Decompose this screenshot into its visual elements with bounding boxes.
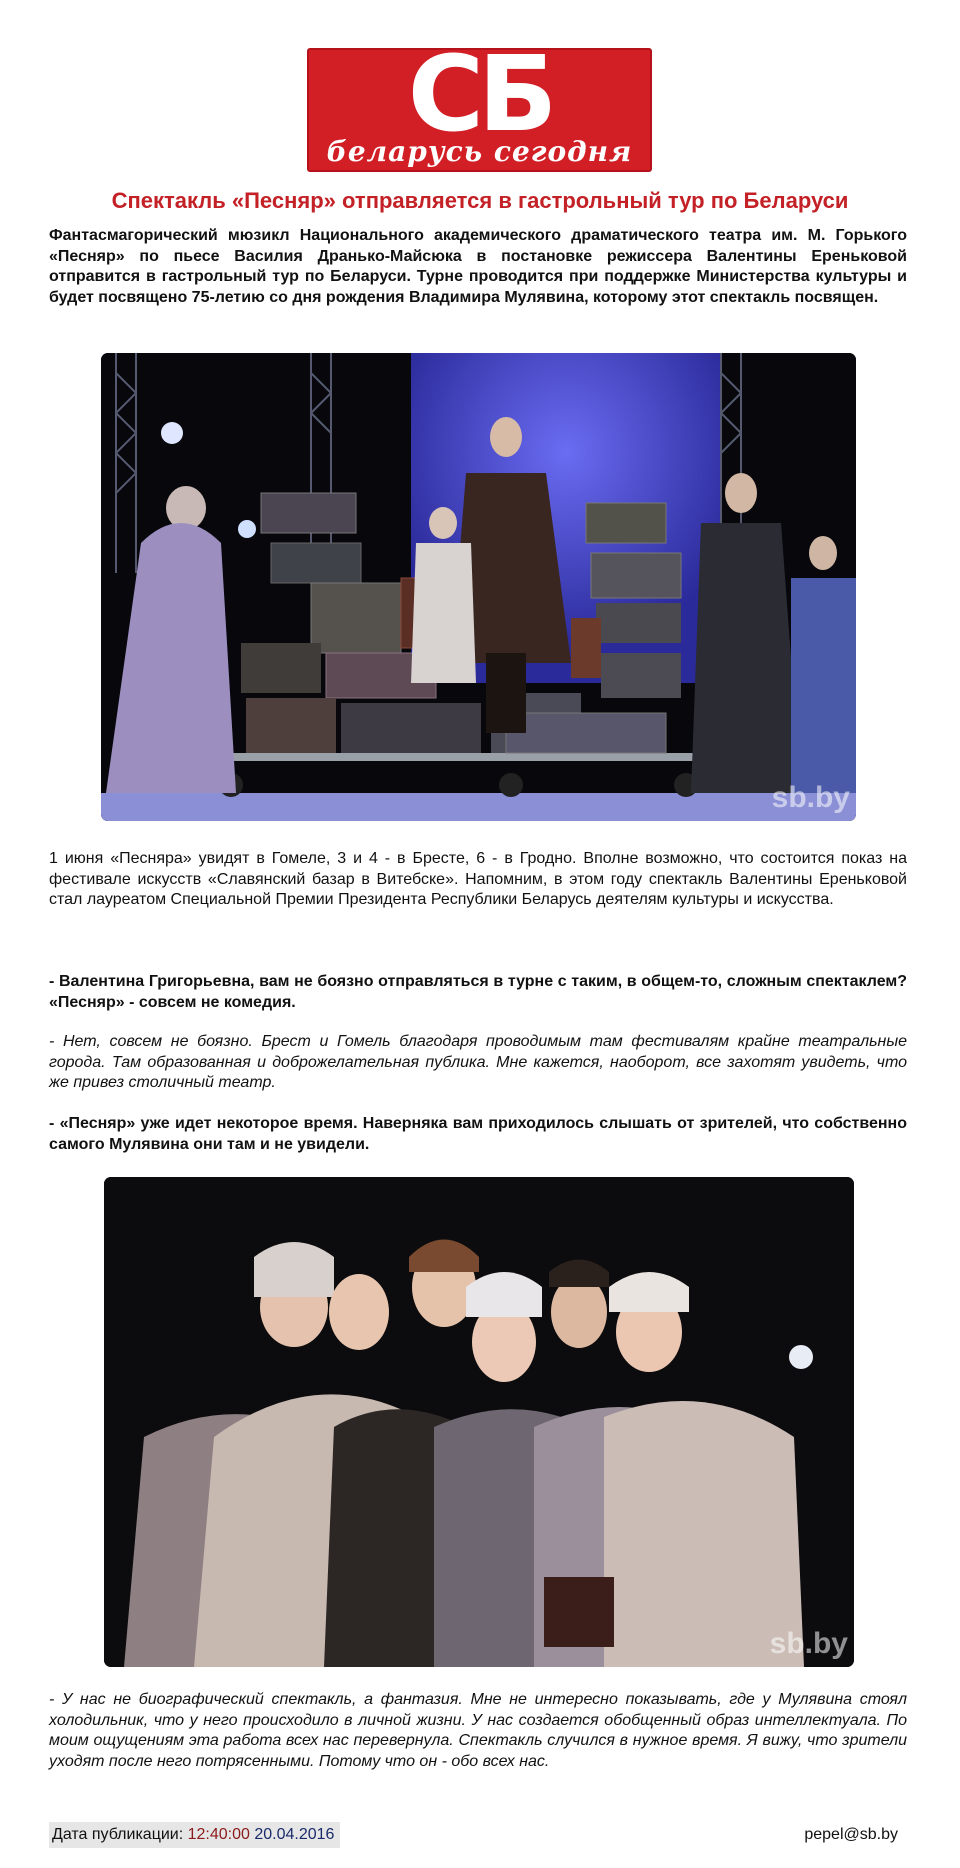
interview-question-1: - Валентина Григорьевна, вам не боязно отправляться в турне с таким, в общем-то, сложным спектаклем? «Песняр» - совсем не комедия. <box>49 973 907 1011</box>
interview-answer-2: - У нас не биографический спектакль, а фантазия. Мне не интересно показывать, где у Мулявина стоял холодильник, что у него происходило в личной жизни. У нас создается обобщенный образ интеллектуала. По моим ощущениям эта работа всех нас перевернула. Спектакль случился в нужное время. Я вижу, что зрители уходят после него потрясенными. Потому что он - обо всех нас. <box>49 1691 907 1770</box>
photo-watermark: sb.by <box>771 781 850 814</box>
article-lead: Фантасмагорический мюзикл Национального академического драматического театра им. М. Горького «Песняр» по пьесе Василия Дранько-Майсюка в постановке режиссера Валентины Ереньковой отправится в гастрольный тур по Беларуси. Турне проводится при поддержке Министерства культуры и будет посвящено 75-летию со дня рождения Владимира Мулявина, которому этот спектакль посвящен. <box>49 227 907 306</box>
cast-group-photo <box>104 1177 854 1667</box>
publication-date-label: Дата публикации: <box>52 1826 184 1843</box>
publication-day: 20.04.2016 <box>254 1826 335 1843</box>
article-headline: Спектакль «Песняр» отправляется в гастрольный тур по Беларуси <box>111 188 849 213</box>
publication-date <box>49 1822 340 1848</box>
publication-time: 12:40:00 <box>187 1826 250 1843</box>
cast-group-photo-image <box>104 1177 854 1667</box>
interview-question-2: - «Песняр» уже идет некоторое время. Наверняка вам приходилось слышать от зрителей, что собственно самого Мулявина они там и не увидели. <box>49 1115 907 1153</box>
article-body-paragraph: 1 июня «Песняра» увидят в Гомеле, 3 и 4 - в Бресте, 6 - в Гродно. Вполне возможно, что состоится показ на фестивале искусств «Славянский базар в Витебске». Напомним, в этом году спектакль Валентины Ереньковой стал лауреатом Специальной Премии Президента Республики Беларусь деятелям культуры и искусства. <box>49 850 907 908</box>
author-email-link[interactable]: pepel@sb.by <box>804 1826 898 1843</box>
stage-photo-suitcases <box>101 353 856 821</box>
interview-answer-1: - Нет, совсем не боязно. Брест и Гомель благодаря проводимым там фестивалям крайне театральные города. Там образованная и доброжелательная публика. Мне кажется, наоборот, все захотят увидеть, что же привез столичный театр. <box>49 1033 907 1091</box>
stage-photo-suitcases-image <box>101 353 856 821</box>
photo-watermark: sb.by <box>769 1627 848 1660</box>
sb-logo <box>307 48 652 172</box>
logo-mark: СБ <box>407 48 552 155</box>
logo-subtitle: беларусь сегодня <box>326 135 633 168</box>
